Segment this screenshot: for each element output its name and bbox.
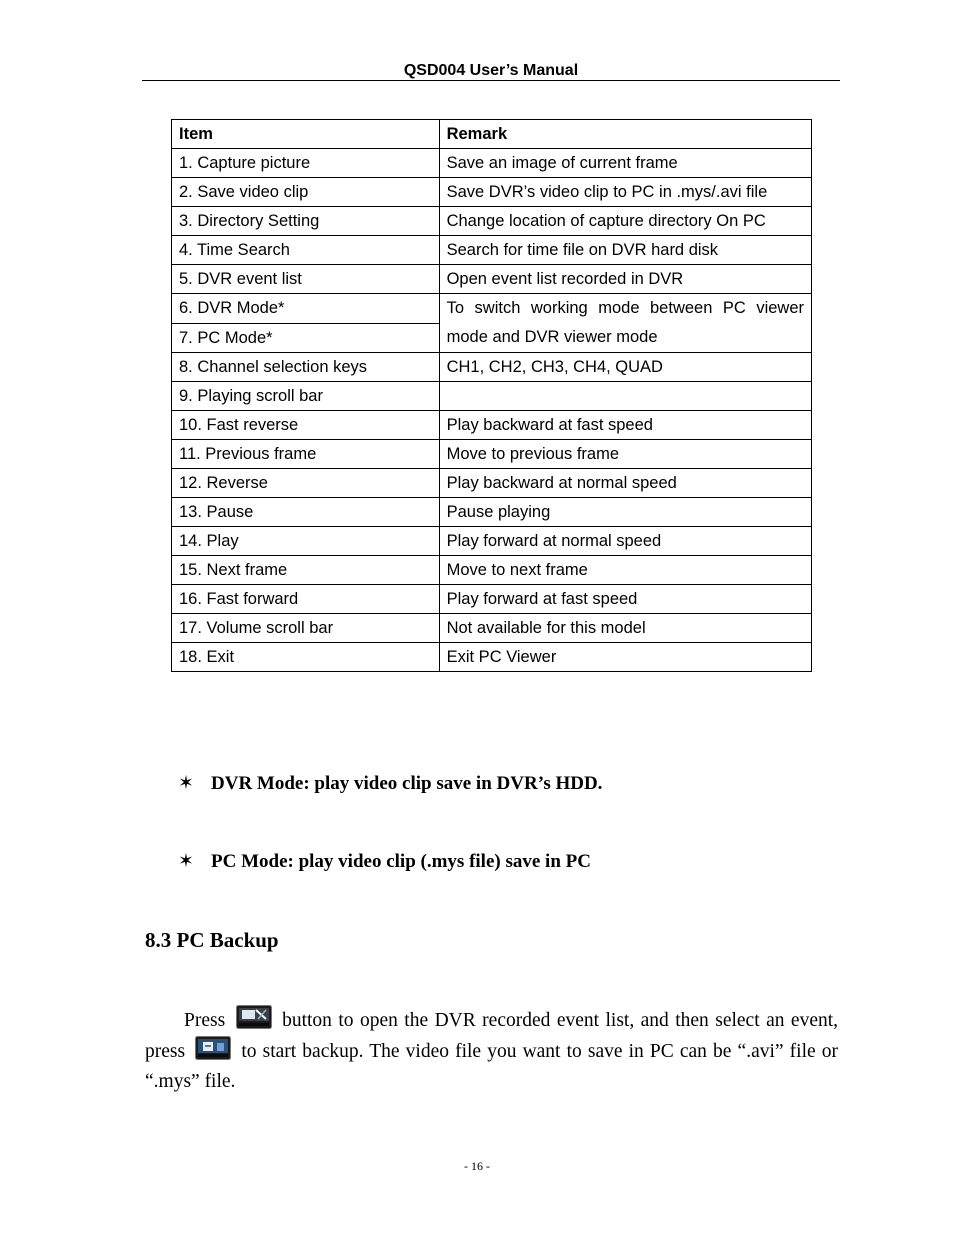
star-bullet-icon: ✶ bbox=[178, 851, 194, 872]
header-divider bbox=[142, 80, 840, 81]
item-cell: 10. Fast reverse bbox=[172, 411, 440, 440]
item-cell: 16. Fast forward bbox=[172, 585, 440, 614]
table-row bbox=[172, 614, 812, 643]
page-header-title: QSD004 User’s Manual bbox=[403, 62, 579, 79]
column-header-remark: Remark bbox=[439, 120, 811, 149]
remark-cell: Play backward at fast speed bbox=[439, 411, 811, 440]
table-row bbox=[172, 411, 812, 440]
remark-cell: Play forward at normal speed bbox=[439, 527, 811, 556]
remark-cell: Save DVR’s video clip to PC in .mys/.avi file bbox=[439, 178, 811, 207]
remark-cell: Open event list recorded in DVR bbox=[439, 265, 811, 294]
table-row bbox=[172, 149, 812, 178]
item-cell: 18. Exit bbox=[172, 643, 440, 672]
remark-cell: Change location of capture directory On PC bbox=[439, 207, 811, 236]
note-text: DVR Mode: play video clip save in DVR’s HDD. bbox=[211, 773, 603, 794]
note-text: PC Mode: play video clip (.mys file) save in PC bbox=[211, 851, 591, 872]
remark-cell: Save an image of current frame bbox=[439, 149, 811, 178]
remark-cell: Play backward at normal speed bbox=[439, 469, 811, 498]
remark-cell: Move to next frame bbox=[439, 556, 811, 585]
table-header-row bbox=[172, 120, 812, 149]
table-row bbox=[172, 585, 812, 614]
remark-cell: Pause playing bbox=[439, 498, 811, 527]
item-cell: 2. Save video clip bbox=[172, 178, 440, 207]
remark-cell: Move to previous frame bbox=[439, 440, 811, 469]
table-row bbox=[172, 469, 812, 498]
remark-cell: Not available for this model bbox=[439, 614, 811, 643]
table-row bbox=[172, 178, 812, 207]
remark-cell: Play forward at fast speed bbox=[439, 585, 811, 614]
section-heading: 8.3 PC Backup bbox=[145, 928, 279, 952]
item-cell: 7. PC Mode* bbox=[172, 323, 440, 353]
remark-cell: CH1, CH2, CH3, CH4, QUAD bbox=[439, 353, 811, 382]
item-cell: 13. Pause bbox=[172, 498, 440, 527]
table-row bbox=[172, 236, 812, 265]
item-cell: 4. Time Search bbox=[172, 236, 440, 265]
star-bullet-icon: ✶ bbox=[178, 773, 194, 794]
item-cell: 8. Channel selection keys bbox=[172, 353, 440, 382]
item-cell: 17. Volume scroll bar bbox=[172, 614, 440, 643]
table-row bbox=[172, 382, 812, 411]
item-remark-table bbox=[171, 119, 812, 672]
paragraph-text: to start backup. The video file you want to save in PC can be “.avi” file or “.mys” file. bbox=[145, 1041, 839, 1092]
remark-cell: Exit PC Viewer bbox=[439, 643, 811, 672]
table-row bbox=[172, 294, 812, 324]
column-header-item: Item bbox=[172, 120, 440, 149]
item-cell: 6. DVR Mode* bbox=[172, 294, 440, 324]
note-pc-mode bbox=[178, 850, 591, 873]
table-row bbox=[172, 265, 812, 294]
table-row bbox=[172, 643, 812, 672]
table-row bbox=[172, 498, 812, 527]
remark-cell: Search for time file on DVR hard disk bbox=[439, 236, 811, 265]
event-list-icon bbox=[236, 1005, 272, 1029]
remark-cell bbox=[439, 382, 811, 411]
pc-backup-paragraph bbox=[145, 1005, 838, 1097]
item-cell: 3. Directory Setting bbox=[172, 207, 440, 236]
table-row bbox=[172, 353, 812, 382]
remark-cell: To switch working mode between PC viewer mode and DVR viewer mode bbox=[439, 294, 811, 353]
backup-icon bbox=[195, 1036, 231, 1060]
item-cell: 5. DVR event list bbox=[172, 265, 440, 294]
table-row bbox=[172, 556, 812, 585]
page-number: - 16 - bbox=[464, 1159, 490, 1173]
item-cell: 11. Previous frame bbox=[172, 440, 440, 469]
table-row bbox=[172, 440, 812, 469]
table-row bbox=[172, 207, 812, 236]
item-cell: 14. Play bbox=[172, 527, 440, 556]
item-cell: 9. Playing scroll bar bbox=[172, 382, 440, 411]
table-row bbox=[172, 527, 812, 556]
item-cell: 1. Capture picture bbox=[172, 149, 440, 178]
note-dvr-mode bbox=[178, 772, 602, 795]
item-cell: 15. Next frame bbox=[172, 556, 440, 585]
item-cell: 12. Reverse bbox=[172, 469, 440, 498]
paragraph-text: Press bbox=[184, 1010, 226, 1031]
paragraph-text: button to open the DVR recorded event list, and then select an event, press bbox=[145, 1010, 839, 1062]
